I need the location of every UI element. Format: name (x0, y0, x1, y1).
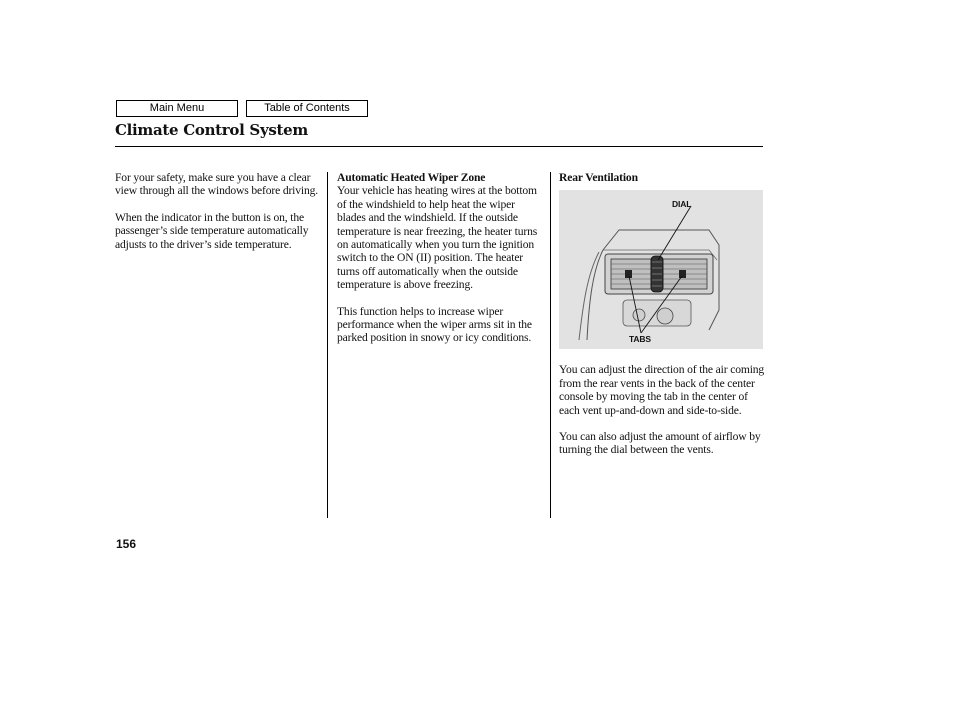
main-menu-button[interactable]: Main Menu (116, 100, 238, 117)
wiper-zone-heading: Automatic Heated Wiper Zone (337, 171, 486, 184)
column-right (559, 171, 765, 457)
tabs-label: TABS (629, 334, 651, 345)
rear-vent-drawing (559, 190, 763, 349)
vent-direction-paragraph: You can adjust the direction of the air coming from the rear vents in the back of the center console by moving the tab in the center of each vent up-and-down and side-to-side. (559, 363, 765, 417)
dial-label: DIAL (672, 199, 692, 210)
rear-vent-illustration (559, 190, 763, 349)
vent-airflow-paragraph: You can also adjust the amount of airflow by turning the dial between the vents. (559, 430, 761, 457)
page-number: 156 (116, 537, 137, 551)
wiper-zone-paragraph-1: Your vehicle has heating wires at the bottom of the windshield to help heat the wiper blades and the windshield. If the outside temperature is near freezing, the heater turns on automatically when you turn the ignition switch to the ON (II) position. The heater turns off automatically when the outside temperature is above freezing. (337, 184, 538, 292)
column-left (115, 171, 321, 251)
column-divider-1 (327, 172, 328, 518)
table-of-contents-button[interactable]: Table of Contents (246, 100, 368, 117)
column-divider-2 (550, 172, 551, 518)
indicator-paragraph: When the indicator in the button is on, the passenger’s side temperature automatically adjusts to the driver’s side temperature. (115, 210, 309, 251)
safety-paragraph: For your safety, make sure you have a clear view through all the windows before driving. (115, 171, 319, 198)
title-divider (115, 146, 763, 147)
column-middle (337, 171, 543, 345)
wiper-zone-paragraph-2: This function helps to increase wiper performance when the wiper arms sit in the parked position in snowy or icy conditions. (337, 304, 532, 345)
rear-ventilation-heading: Rear Ventilation (559, 171, 638, 184)
page-title: Climate Control System (115, 121, 308, 139)
